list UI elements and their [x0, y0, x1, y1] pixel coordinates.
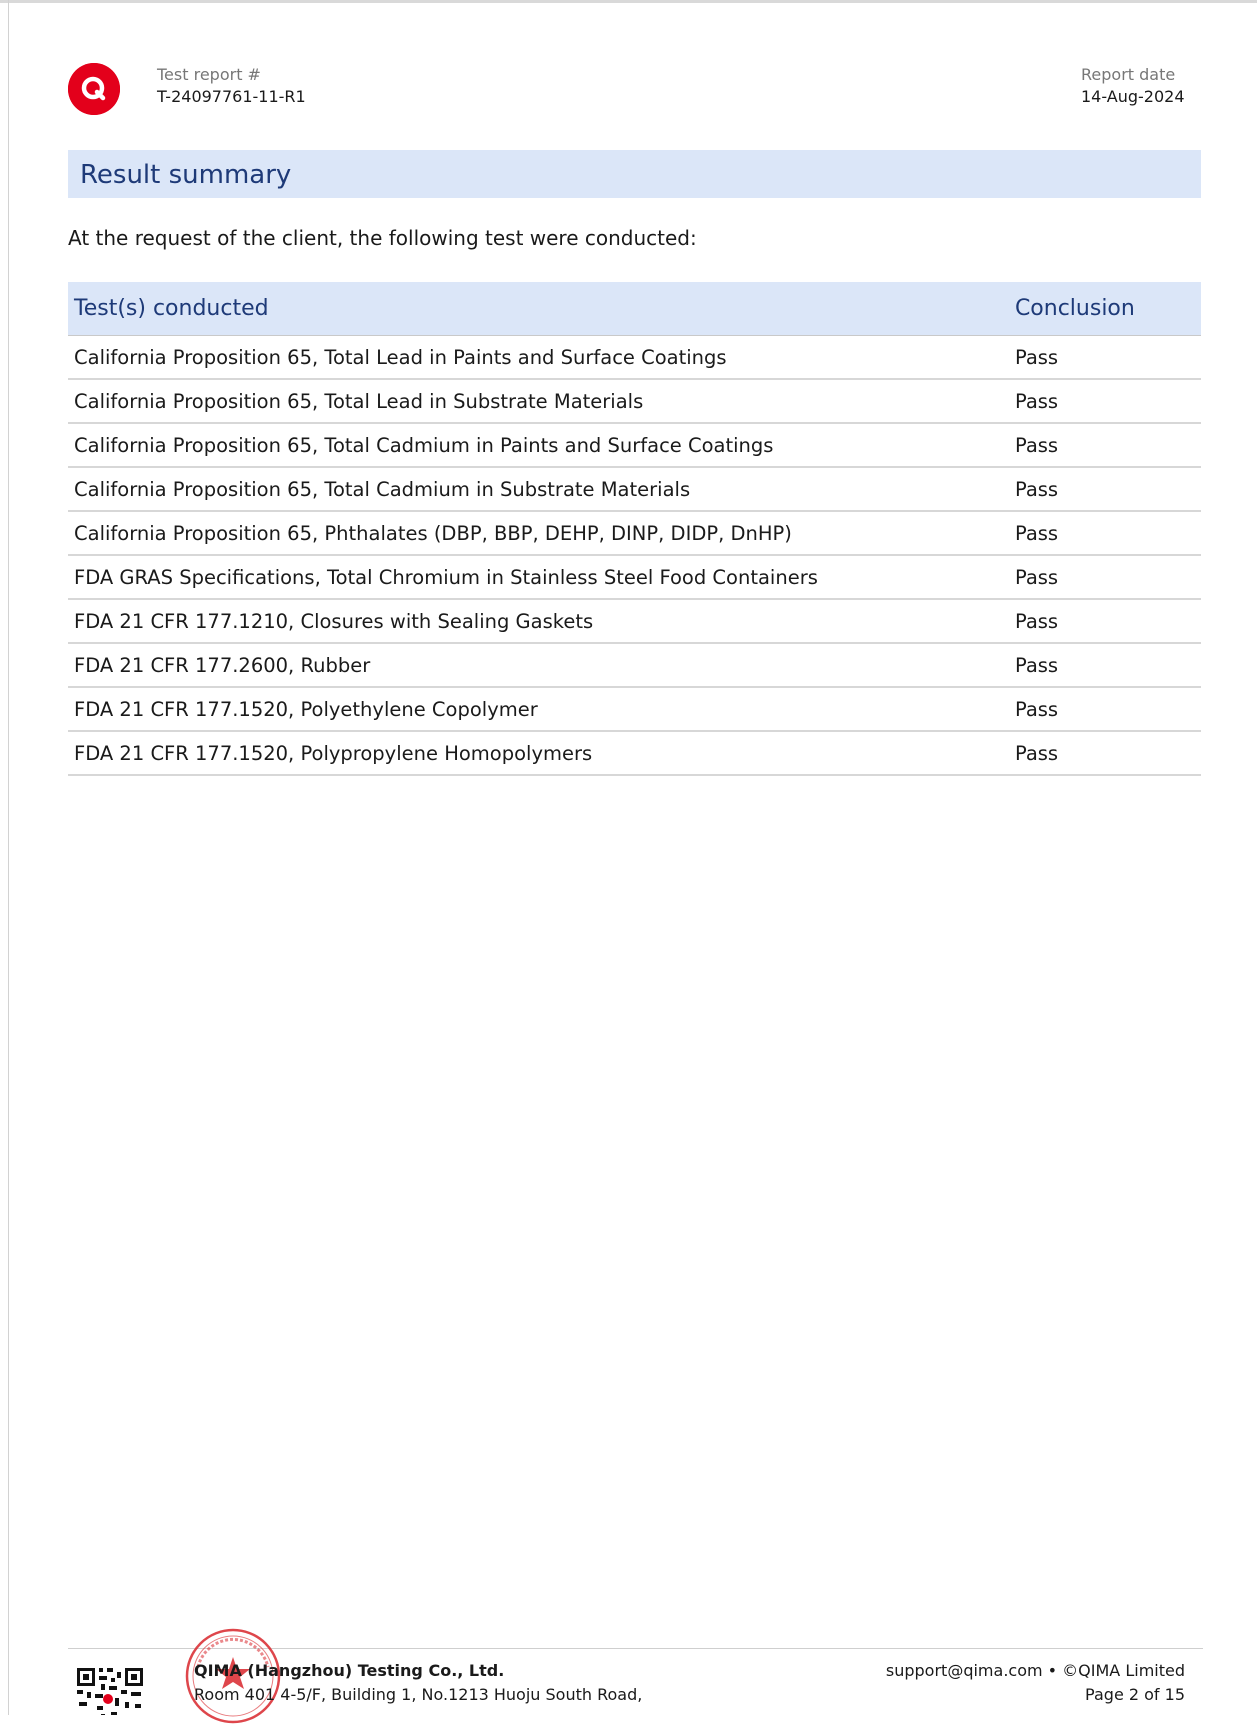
table-row — [68, 599, 1201, 643]
conclusion-cell: Pass — [1009, 379, 1201, 423]
conclusion-cell: Pass — [1009, 599, 1201, 643]
header-tests-conducted: Test(s) conducted — [68, 282, 1009, 336]
test-name-cell: FDA 21 CFR 177.1520, Polypropylene Homopolymers — [68, 731, 1009, 775]
test-name-cell: FDA GRAS Specifications, Total Chromium in Stainless Steel Food Containers — [68, 555, 1009, 599]
table-row — [68, 643, 1201, 687]
test-name-cell: California Proposition 65, Total Lead in Paints and Surface Coatings — [68, 336, 1009, 380]
qr-code-icon[interactable] — [75, 1666, 145, 1715]
table-row — [68, 336, 1201, 380]
test-name-cell: FDA 21 CFR 177.2600, Rubber — [68, 643, 1009, 687]
conclusion-cell: Pass — [1009, 423, 1201, 467]
left-border — [8, 0, 9, 1715]
conclusion-cell: Pass — [1009, 687, 1201, 731]
conclusion-cell: Pass — [1009, 555, 1201, 599]
table-row — [68, 467, 1201, 511]
report-date-label: Report date — [1081, 65, 1176, 84]
contact-info[interactable]: support@qima.com • ©QIMA Limited — [885, 1661, 1185, 1680]
conclusion-cell: Pass — [1009, 731, 1201, 775]
test-name-cell: California Proposition 65, Phthalates (DBP, BBP, DEHP, DINP, DIDP, DnHP) — [68, 511, 1009, 555]
company-address: Room 401 4-5/F, Building 1, No.1213 Huoju South Road, — [194, 1685, 643, 1704]
conclusion-cell: Pass — [1009, 467, 1201, 511]
report-date-value: 14-Aug-2024 — [1081, 87, 1185, 106]
report-number-value: T-24097761-11-R1 — [157, 87, 306, 106]
table-row — [68, 731, 1201, 775]
section-banner — [68, 150, 1201, 198]
results-table — [68, 282, 1201, 776]
table-row — [68, 511, 1201, 555]
test-name-cell: FDA 21 CFR 177.1210, Closures with Sealing Gaskets — [68, 599, 1009, 643]
table-row — [68, 423, 1201, 467]
test-name-cell: California Proposition 65, Total Lead in Substrate Materials — [68, 379, 1009, 423]
test-name-cell: California Proposition 65, Total Cadmium in Substrate Materials — [68, 467, 1009, 511]
table-row — [68, 379, 1201, 423]
table-row — [68, 555, 1201, 599]
test-name-cell: FDA 21 CFR 177.1520, Polyethylene Copolymer — [68, 687, 1009, 731]
report-number-block — [157, 64, 306, 108]
qima-logo-icon — [68, 63, 120, 115]
table-header-row — [68, 282, 1201, 336]
report-date-block — [1081, 64, 1185, 108]
header-conclusion: Conclusion — [1009, 282, 1201, 336]
section-title: Result summary — [80, 160, 292, 190]
report-number-label: Test report # — [157, 65, 261, 84]
intro-text: At the request of the client, the following test were conducted: — [68, 226, 697, 250]
top-border — [0, 0, 1257, 3]
table-row — [68, 687, 1201, 731]
conclusion-cell: Pass — [1009, 511, 1201, 555]
conclusion-cell: Pass — [1009, 643, 1201, 687]
test-name-cell: California Proposition 65, Total Cadmium in Paints and Surface Coatings — [68, 423, 1009, 467]
company-name: QIMA (Hangzhou) Testing Co., Ltd. — [194, 1661, 505, 1680]
conclusion-cell: Pass — [1009, 336, 1201, 380]
page-number: Page 2 of 15 — [1085, 1685, 1185, 1704]
